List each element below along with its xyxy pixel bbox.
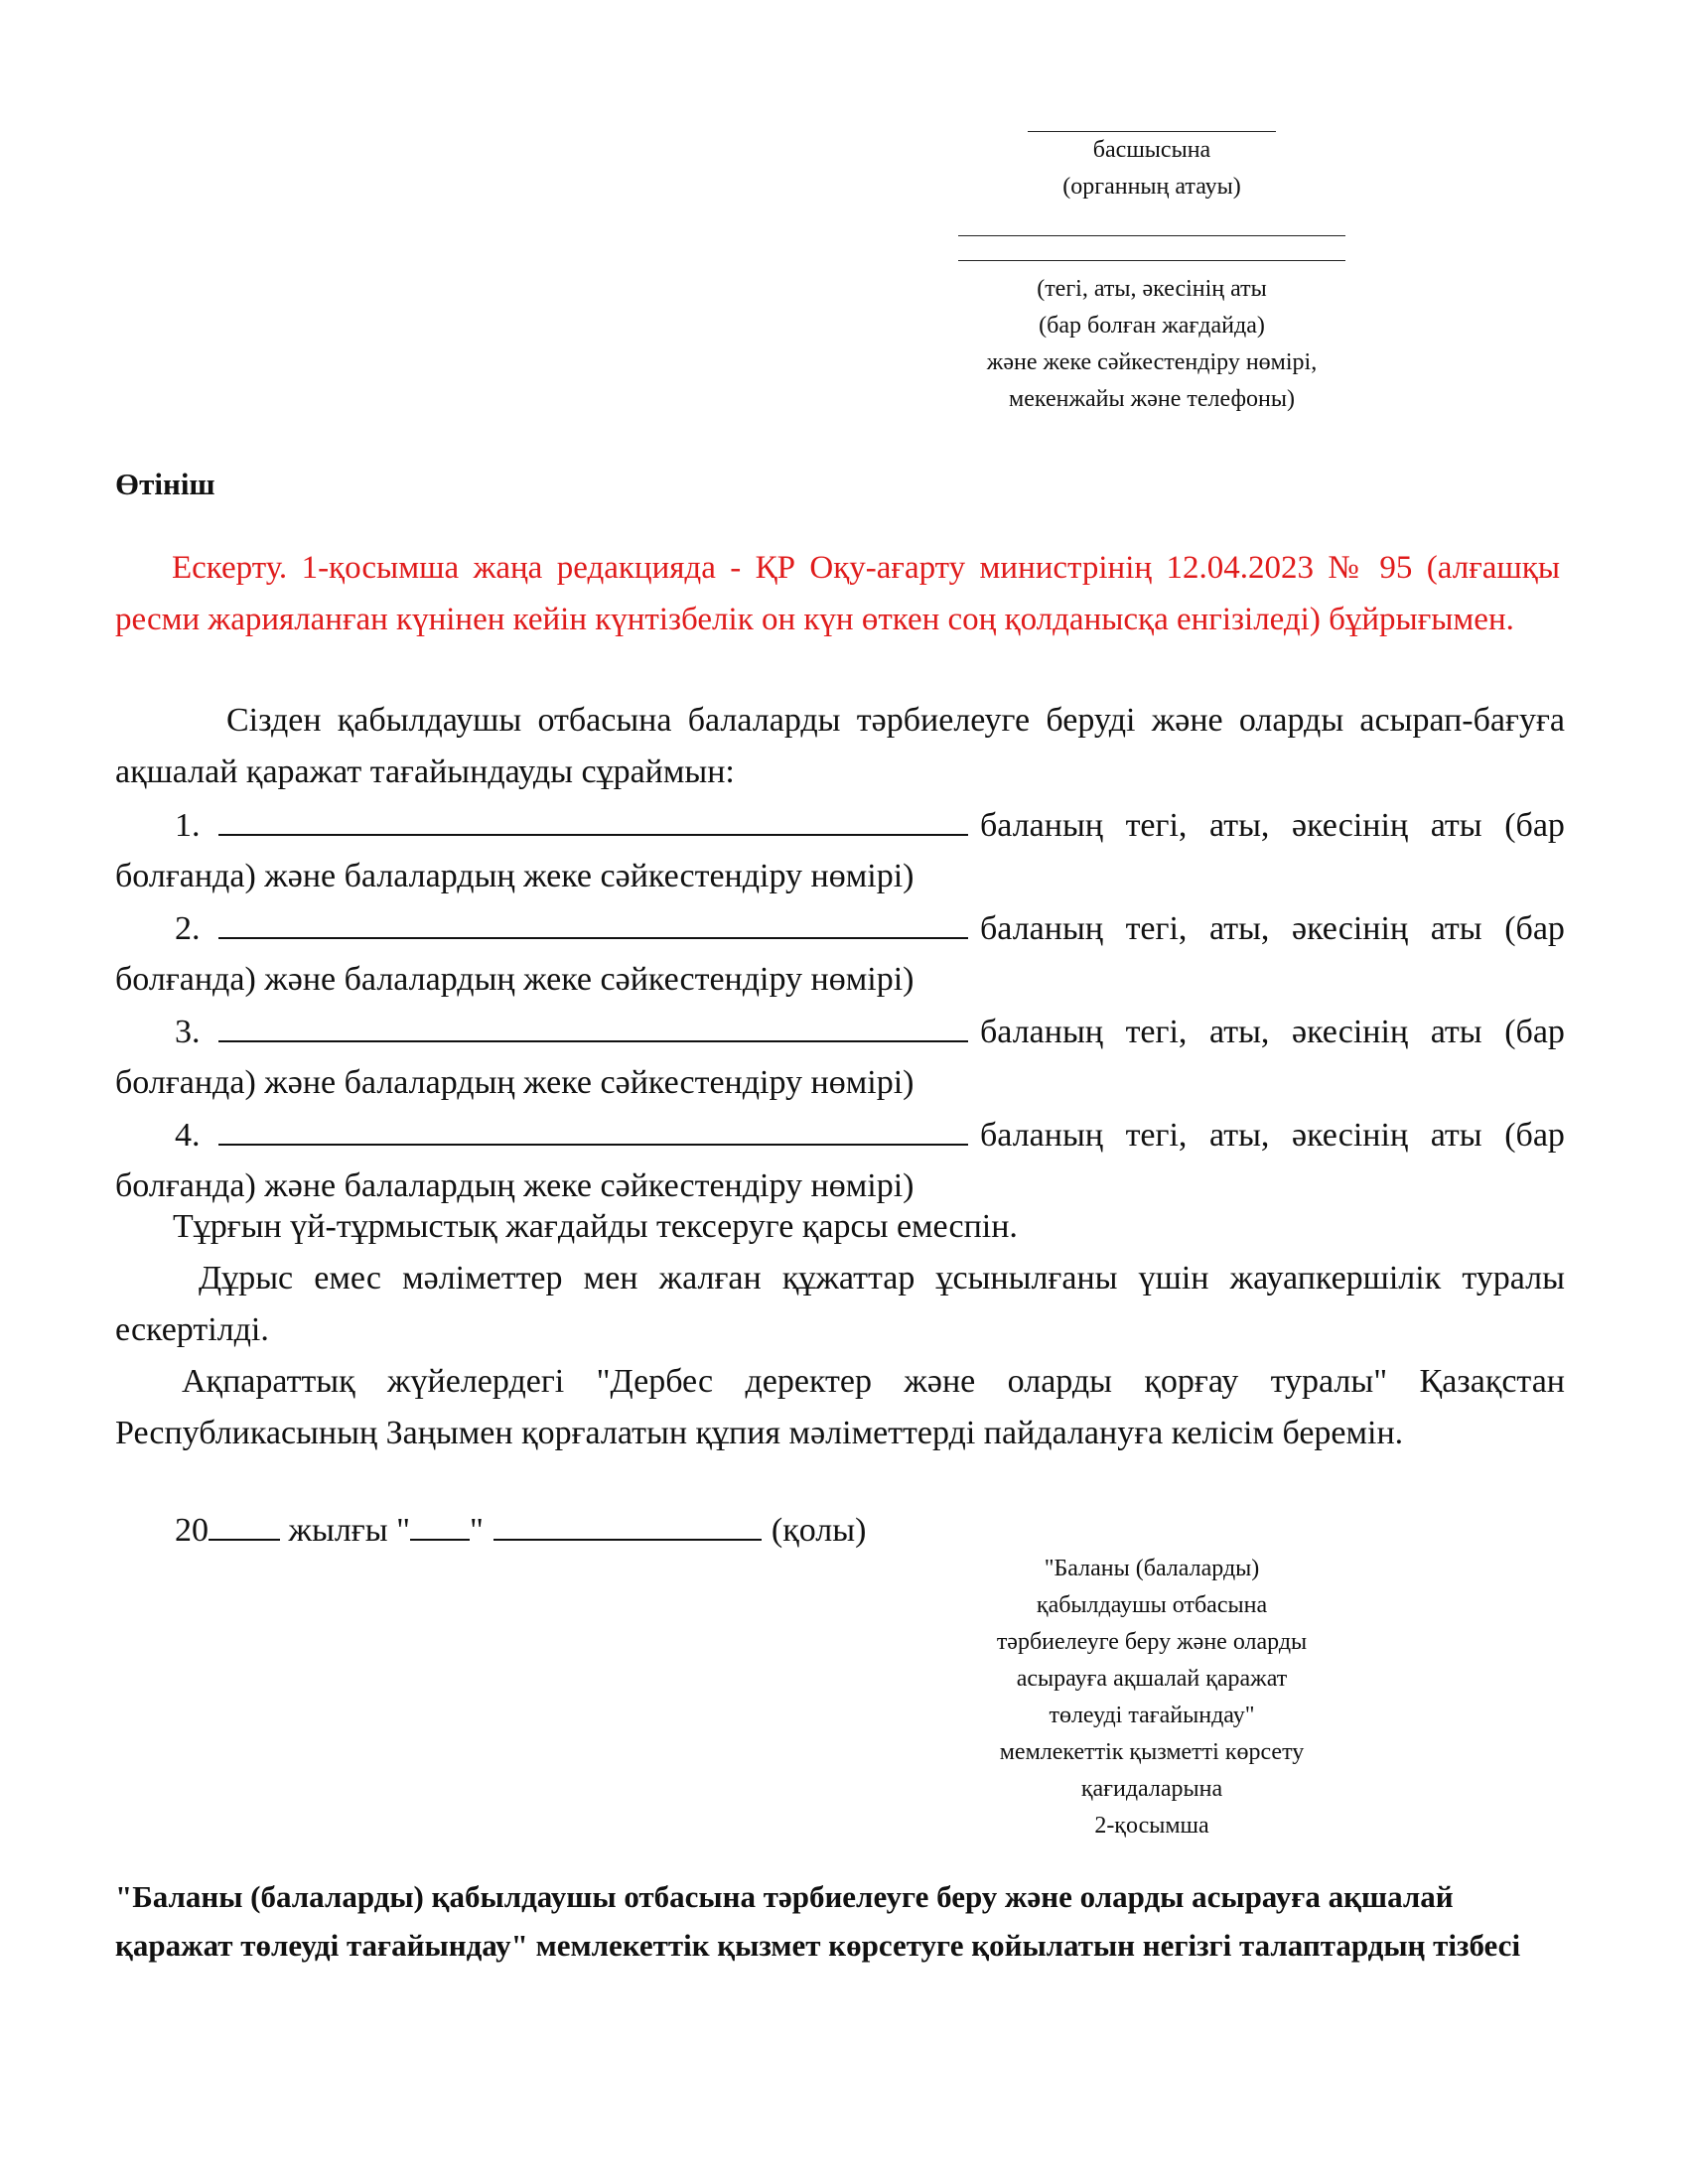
list-item (115, 1108, 1565, 1211)
quote-close: " (469, 1512, 484, 1549)
year-blank (209, 1505, 280, 1541)
liability-warning-paragraph: Дұрыс емес мәліметтер мен жалған құжаттар ұсынылғаны үшін жауапкершілік туралы ескертілді. (115, 1260, 1565, 1348)
year-prefix: 20 (175, 1512, 209, 1549)
item-label: баланың тегі, аты, әкесінің аты (бар (980, 807, 1565, 844)
list-item (115, 901, 1565, 1005)
child-name-blank (218, 798, 968, 836)
amendment-note: Ескерту. 1-қосымша жаңа редакцияда - ҚР Оқу-ағарту министрінің 12.04.2023 № 95 (алғашқы ресми жарияланған күнінен кейін күнтізбелік он күн өткен соң қолданысқа енгізіледі) бұйрығымен. (115, 550, 1560, 637)
appendix-line: "Баланы (балаларды) (1044, 1556, 1260, 1581)
applicant-blank-2 (958, 236, 1345, 261)
year-word: жылғы (288, 1512, 388, 1549)
list-item (115, 798, 1565, 901)
addressee-head-label: басшысына (1092, 137, 1211, 163)
appendix-line: қабылдаушы отбасына (1036, 1592, 1268, 1618)
child-name-blank (218, 901, 968, 939)
appendix-line: асырауға ақшалай қаражат (1016, 1666, 1288, 1692)
appendix-line: тәрбиелеуге беру және оларды (996, 1629, 1308, 1655)
item-label-continued: болғанда) және балалардың жеке сәйкестендіру нөмірі) (115, 1167, 914, 1204)
item-label: баланың тегі, аты, әкесінің аты (бар (980, 1014, 1565, 1050)
data-consent-paragraph: Ақпараттық жүйелердегі "Дербес деректер және оларды қорғау туралы" Қазақстан Республикасының Заңымен қорғалатын құпия мәліметтерді пайдалануға келісім беремін. (115, 1363, 1565, 1451)
item-number: 4. (175, 1117, 201, 1154)
addressee-block (894, 117, 1410, 418)
applicant-label-1: (тегі, аты, әкесінің аты (1037, 276, 1267, 302)
item-label: баланың тегі, аты, әкесінің аты (бар (980, 1117, 1565, 1154)
item-label-continued: болғанда) және балалардың жеке сәйкестендіру нөмірі) (115, 858, 914, 894)
item-label-continued: болғанда) және балалардың жеке сәйкестендіру нөмірі) (115, 1064, 914, 1101)
month-blank (493, 1505, 762, 1541)
document-title: Өтініш (115, 467, 215, 501)
children-list (115, 798, 1565, 1211)
item-number: 2. (175, 910, 201, 947)
item-label: баланың тегі, аты, әкесінің аты (бар (980, 910, 1565, 947)
item-label-continued: болғанда) және балалардың жеке сәйкестендіру нөмірі) (115, 961, 914, 998)
day-blank (410, 1505, 470, 1541)
addressee-organ-label: (органның атауы) (1062, 174, 1241, 200)
applicant-label-3: және жеке сәйкестендіру нөмірі, (986, 349, 1318, 375)
inspection-consent-paragraph: Тұрғын үй-тұрмыстық жағдайды тексеруге қарсы емеспін. (173, 1208, 1018, 1245)
requirements-list-title: "Баланы (балаларды) қабылдаушы отбасына тәрбиелеуге беру және оларды асырауға ақшалай қаражат төлеуді тағайындау" мемлекеттік қызмет көрсетуге қойылатын негізгі талаптардың тізбесі (115, 1879, 1521, 1963)
list-item (115, 1005, 1565, 1108)
appendix-line: төлеуді тағайындау" (1049, 1703, 1255, 1728)
appendix-line: мемлекеттік қызметті көрсету (999, 1739, 1305, 1765)
applicant-label-4: мекенжайы және телефоны) (1009, 386, 1295, 412)
item-number: 3. (175, 1014, 201, 1050)
head-name-blank (1028, 117, 1276, 132)
sign-label: (қолы) (771, 1512, 867, 1549)
item-number: 1. (175, 807, 201, 844)
quote-open: " (396, 1512, 410, 1549)
applicant-blank-1 (958, 211, 1345, 236)
appendix-reference (874, 1551, 1430, 1844)
child-name-blank (218, 1005, 968, 1042)
signature-line (175, 1505, 866, 1557)
applicant-label-2: (бар болған жағдайда) (1039, 313, 1265, 339)
request-paragraph: Сізден қабылдаушы отбасына балаларды тәрбиелеуге беруді және оларды асырап-бағуға ақшалай қаражат тағайындауды сұраймын: (115, 702, 1565, 790)
appendix-line: қағидаларына (1080, 1776, 1223, 1802)
child-name-blank (218, 1108, 968, 1146)
appendix-line: 2-қосымша (1094, 1813, 1209, 1839)
